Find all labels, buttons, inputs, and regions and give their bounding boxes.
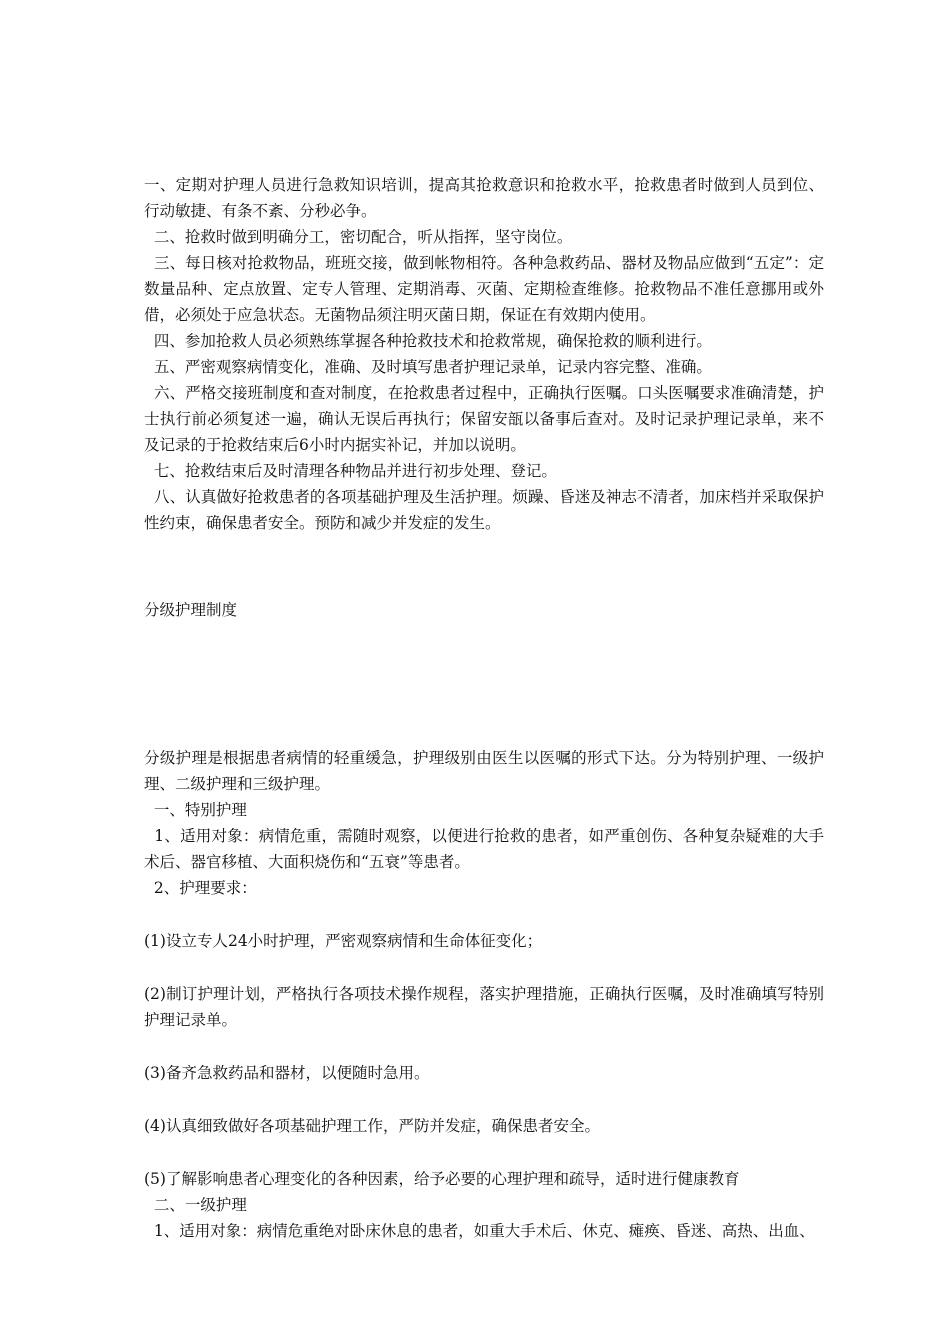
grading-intro: 分级护理是根据患者病情的轻重缓急，护理级别由医生以医嘱的形式下达。分为特别护理、一级护理、二级护理和三级护理。 [144, 749, 824, 793]
paragraph-gap [144, 1033, 824, 1060]
emergency-rule-2: 二、抢救时做到明确分工，密切配合，听从指挥，坚守岗位。 [144, 228, 573, 246]
requirement-4: (4)认真细致做好各项基础护理工作，严防并发症，确保患者安全。 [144, 1117, 600, 1135]
special-care-scope: 1、适用对象：病情危重，需随时观察，以便进行抢救的患者，如严重创伤、各种复杂疑难的大手术后、器官移植、大面积烧伤和“五衰”等患者。 [144, 827, 824, 871]
requirement-2: (2)制订护理计划，严格执行各项技术操作规程，落实护理措施，正确执行医嘱，及时准确填写特别护理记录单。 [144, 985, 824, 1029]
section-title-block [144, 597, 824, 623]
grading-section [144, 745, 824, 1244]
level-one-heading: 二、一级护理 [144, 1196, 247, 1214]
emergency-rule-3: 三、每日核对抢救物品，班班交接，做到帐物相符。各种急救药品、器材及物品应做到“五定”：定数量品种、定点放置、定专人管理、定期消毒、灭菌、定期检查维修。抢救物品不准任意挪用或外借，必须处于应急状态。无菌物品须注明灭菌日期，保证在有效期内使用。 [144, 254, 824, 324]
emergency-rule-5: 五、严密观察病情变化，准确、及时填写患者护理记录单，记录内容完整、准确。 [144, 358, 712, 376]
paragraph-gap [144, 1086, 824, 1113]
paragraph-gap [144, 1139, 824, 1166]
emergency-rule-6: 六、严格交接班制度和查对制度，在抢救患者过程中，正确执行医嘱。口头医嘱要求准确清楚，护士执行前必须复述一遍，确认无误后再执行；保留安瓿以备事后查对。及时记录护理记录单，来不及记录的于抢救结束后6小时内据实补记，并加以说明。 [144, 384, 824, 454]
emergency-rule-7: 七、抢救结束后及时清理各种物品并进行初步处理、登记。 [144, 462, 557, 480]
special-care-heading: 一、特别护理 [144, 801, 247, 819]
emergency-rule-8: 八、认真做好抢救患者的各项基础护理及生活护理。烦躁、昏迷及神志不清者，加床档并采取保护性约束，确保患者安全。预防和减少并发症的发生。 [144, 488, 824, 532]
emergency-rule-1: 一、定期对护理人员进行急救知识培训，提高其抢救意识和抢救水平，抢救患者时做到人员到位、行动敏捷、有条不紊、分秒必争。 [144, 176, 824, 220]
requirement-3: (3)备齐急救药品和器材，以便随时急用。 [144, 1064, 430, 1082]
section-title: 分级护理制度 [144, 601, 238, 619]
paragraph-gap [144, 901, 824, 928]
emergency-rule-4: 四、参加抢救人员必须熟练掌握各种抢救技术和抢救常规，确保抢救的顺利进行。 [144, 332, 712, 350]
paragraph-gap [144, 954, 824, 981]
requirement-1: (1)设立专人24小时护理，严密观察病情和生命体征变化； [144, 932, 543, 950]
requirement-5: (5)了解影响患者心理变化的各种因素，给予必要的心理护理和疏导，适时进行健康教育 [144, 1170, 740, 1188]
emergency-rules-section [144, 172, 824, 536]
special-care-requirements-heading: 2、护理要求： [144, 879, 257, 897]
level-one-scope: 1、适用对象：病情危重绝对卧床休息的患者，如重大手术后、休克、瘫痪、昏迷、高热、出血、 [144, 1222, 815, 1240]
